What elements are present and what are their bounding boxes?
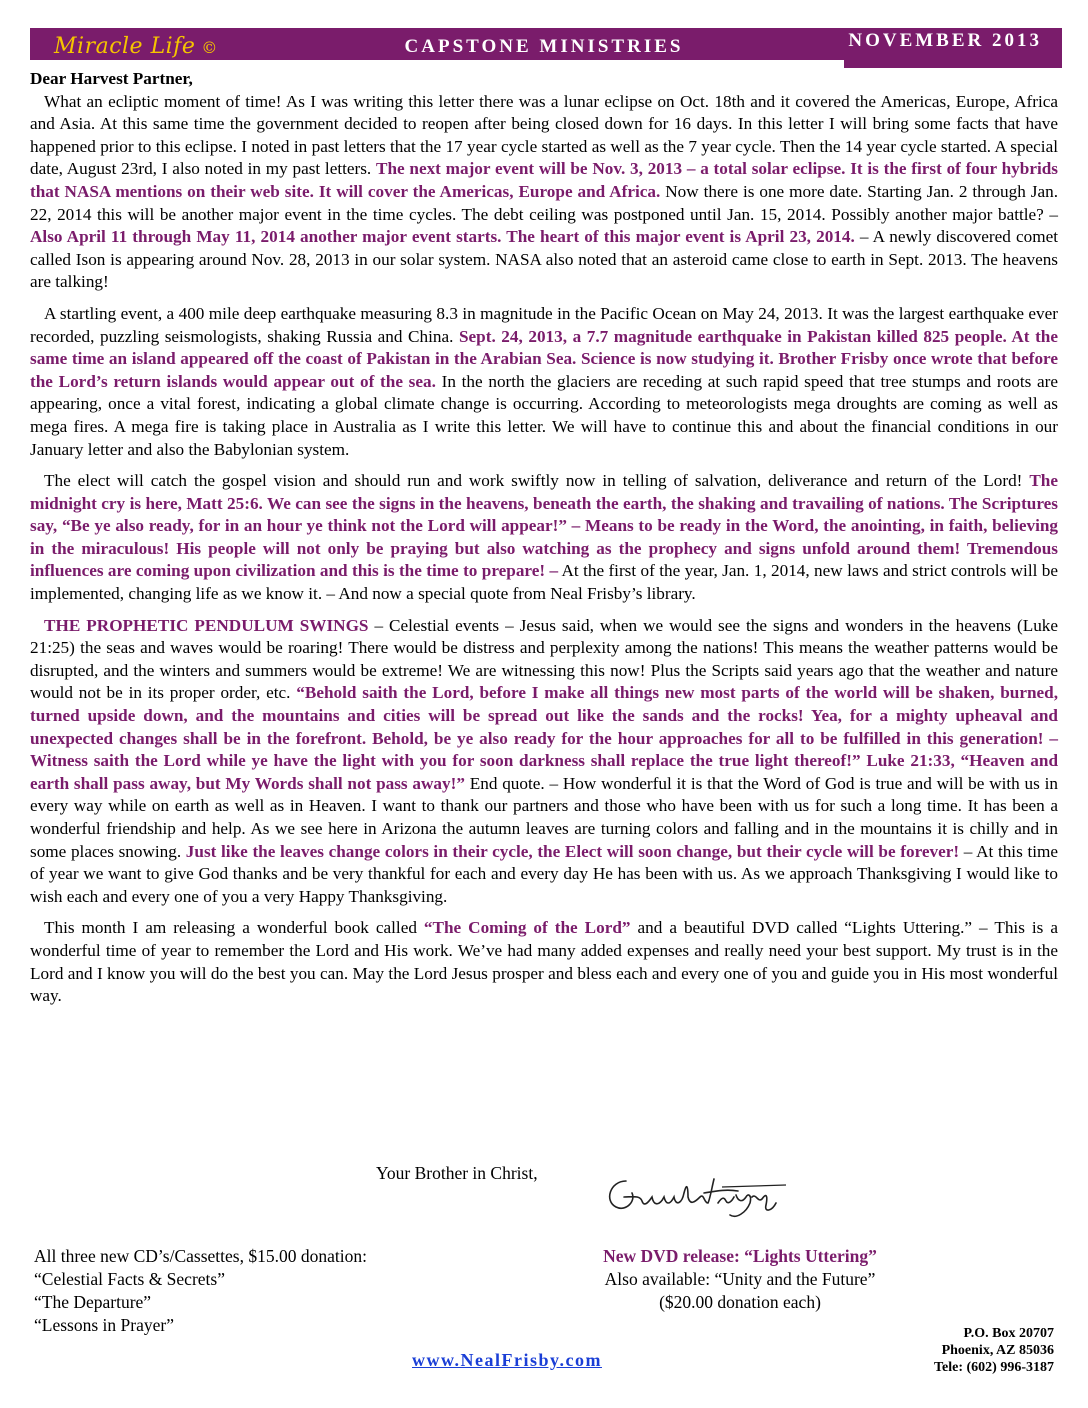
address-po-box: P.O. Box 20707 xyxy=(963,1326,1054,1341)
cd-offer xyxy=(34,1245,367,1337)
letter-paragraph xyxy=(30,615,1058,909)
body-text: – Celestial events – Jesus said, when we would see the signs and wonders in the heavens (Luke 21:25) the seas and waves would be roaring! There would be distress and perplexity among the nations! This means the weather patterns would be disrupted, and the winters and summers would be extreme! We are witnessing this now! Plus the Scripts said years ago that the weather and nature would not be in its proper order, etc. xyxy=(30,615,1059,703)
highlighted-text: “Behold saith the Lord, before I make all things new most parts of the world will be shaken, burned, turned upside down, and the mountains and cities will be spread out like the sands and the rocks! Yea, for a mighty upheaval and unexpected changes shall be in the forefront. Behold, be ye also ready for the hour approaches for all to be fulfilled in this generation! – Witness saith the Lord while ye have the light with you for soon darkness shall replace the true light thereof!” Luke 21:33, “Heaven and earth shall pass away, but My Words shall not pass away!” xyxy=(30,683,1058,793)
highlighted-text: “The Coming of the Lord” xyxy=(423,918,631,938)
copyright-symbol: © xyxy=(201,38,218,57)
dvd-also-available: Also available: “Unity and the Future” xyxy=(604,1269,876,1289)
signature xyxy=(596,1167,796,1230)
dvd-donation: ($20.00 donation each) xyxy=(659,1292,821,1312)
address-phone: Tele: (602) 996-3187 xyxy=(933,1360,1054,1375)
highlighted-text: The next major event will be Nov. 3, 2013 – a total solar eclipse. It is the first of four hybrids that NASA mentions on their web site. It will cover the Americas, Europe and Africa. xyxy=(30,159,1058,201)
dvd-offer-heading: New DVD release: “Lights Uttering” xyxy=(603,1246,877,1266)
cd-offer-heading: All three new CD’s/Cassettes, $15.00 donation: xyxy=(34,1246,367,1266)
cd-item: “Celestial Facts & Secrets” xyxy=(34,1269,225,1289)
cd-item: “The Departure” xyxy=(34,1292,152,1312)
website-link[interactable]: www.NealFrisby.com xyxy=(412,1350,602,1370)
body-text: The elect will catch the gospel vision and should run and work swiftly now in telling of salvation, deliverance and return of the Lord! xyxy=(44,471,1030,491)
body-text: and a beautiful DVD called “Lights Uttering.” – This is a wonderful time of year to remember the Lord and His work. We’ve had many added expenses and really need your best support. My trust is in the Lord and I know you will do the best you can. May the Lord Jesus prosper and bless each and every one of you and guide you in His most wonderful way. xyxy=(30,918,1058,1006)
cd-item: “Lessons in Prayer” xyxy=(34,1315,174,1335)
body-text: – A newly discovered comet called Ison is appearing around Nov. 28, 2013 in our solar system. NASA also noted that an asteroid came close to earth in Sept. 2013. The heavens are talking! xyxy=(30,227,1058,292)
letter-paragraph xyxy=(30,917,1058,1007)
dvd-offer xyxy=(555,1245,925,1314)
highlighted-text: The midnight cry is here, Matt 25:6. We can see the signs in the heavens, beneath the earth, the shaking and travailing of nations. The Scriptures say, “Be ye also ready, for in an hour ye think not the Lord will appear!” – Means to be ready in the Word, the anointing, in faith, believing in the miraculous! His people will not only be praying but also watching as the prophecy and signs unfold around them! Tremendous influences are coming upon civilization and this is the time to prepare! – xyxy=(30,471,1058,581)
issue-date: NOVEMBER 2013 xyxy=(848,30,1042,51)
highlighted-text: THE PROPHETIC PENDULUM SWINGS xyxy=(44,615,369,635)
address-city: Phoenix, AZ 85036 xyxy=(941,1343,1054,1358)
body-text: In the north the glaciers are receding at such rapid speed that tree stumps and roots are appearing, once a vital forest, indicating a global climate change is occurring. According to meteorologists mega droughts are coming as well as mega fires. A mega fire is taking place in Australia as I write this letter. We will have to continue this and about the financial conditions in our January letter and also the Babylonian system. xyxy=(30,371,1058,459)
logo-text: Miracle Life xyxy=(54,34,196,59)
letter-paragraphs xyxy=(30,91,1058,1008)
body-text: This month I am releasing a wonderful book called xyxy=(44,918,424,938)
highlighted-text: Also April 11 through May 11, 2014 another major event starts. The heart of this major event is April 23, 2014. xyxy=(30,227,855,247)
mailing-address xyxy=(934,1325,1054,1376)
body-text: What an ecliptic moment of time! As I was writing this letter there was a lunar eclipse on Oct. 18th and it covered the Americas, Europe, Africa and Asia. At this same time the government decided to reopen after being closed down for 16 days. In this letter I will bring some facts that have happened prior to this eclipse. I noted in past letters that the 17 year cycle started as well as the 7 year cycle. Then the 14 year cycle started. A special date, August 23rd, I also noted in my past letters. xyxy=(30,91,1058,179)
closing: Your Brother in Christ, xyxy=(376,1163,538,1183)
letter-paragraph xyxy=(30,91,1058,294)
salutation: Dear Harvest Partner, xyxy=(30,69,193,88)
body-text: – At this time of year we want to give God thanks and be very thankful for each and every day He has been with us. As we approach Thanksgiving I would like to wish each and every one of you a very Happy Thanksgiving. xyxy=(30,841,1058,906)
body-text: End quote. – How wonderful it is that the Word of God is true and will be with us in every way while on earth as well as in Heaven. I want to thank our partners and those who have been with us for such a long time. It has been a wonderful friendship and help. As we see here in Arizona the autumn leaves are turning colors and falling and in the mountains it is chilly and in some places snowing. xyxy=(30,773,1059,861)
highlighted-text: Sept. 24, 2013, a 7.7 magnitude earthquake in Pakistan killed 825 people. At the same time an island appeared off the coast of Pakistan in the Arabian Sea. Science is now studying it. Brother Frisby once wrote that before the Lord’s return islands would appear out of the sea. xyxy=(30,326,1058,391)
organization-title: CAPSTONE MINISTRIES xyxy=(404,36,684,57)
body-text: At the first of the year, Jan. 1, 2014, new laws and strict controls will be implemented, changing life as we know it. – And now a special quote from Neal Frisby’s library. xyxy=(30,561,1058,604)
highlighted-text: Just like the leaves change colors in their cycle, the Elect will soon change, but their cycle will be forever! xyxy=(185,841,960,861)
letter-paragraph xyxy=(30,470,1058,606)
body-text: Now there is one more date. Starting Jan. 2 through Jan. 22, 2014 this will be another major event in the time cycles. The debt ceiling was postponed until Jan. 15, 2014. Possibly another major battle? – xyxy=(30,181,1058,224)
body-text: A startling event, a 400 mile deep earthquake measuring 8.3 in magnitude in the Pacific Ocean on May 24, 2013. It was the largest earthquake ever recorded, puzzling seismologists, shaking Russia and China. xyxy=(30,303,1058,346)
letter-body xyxy=(30,66,1058,1017)
signature-image xyxy=(596,1167,796,1225)
letter-paragraph xyxy=(30,303,1058,461)
